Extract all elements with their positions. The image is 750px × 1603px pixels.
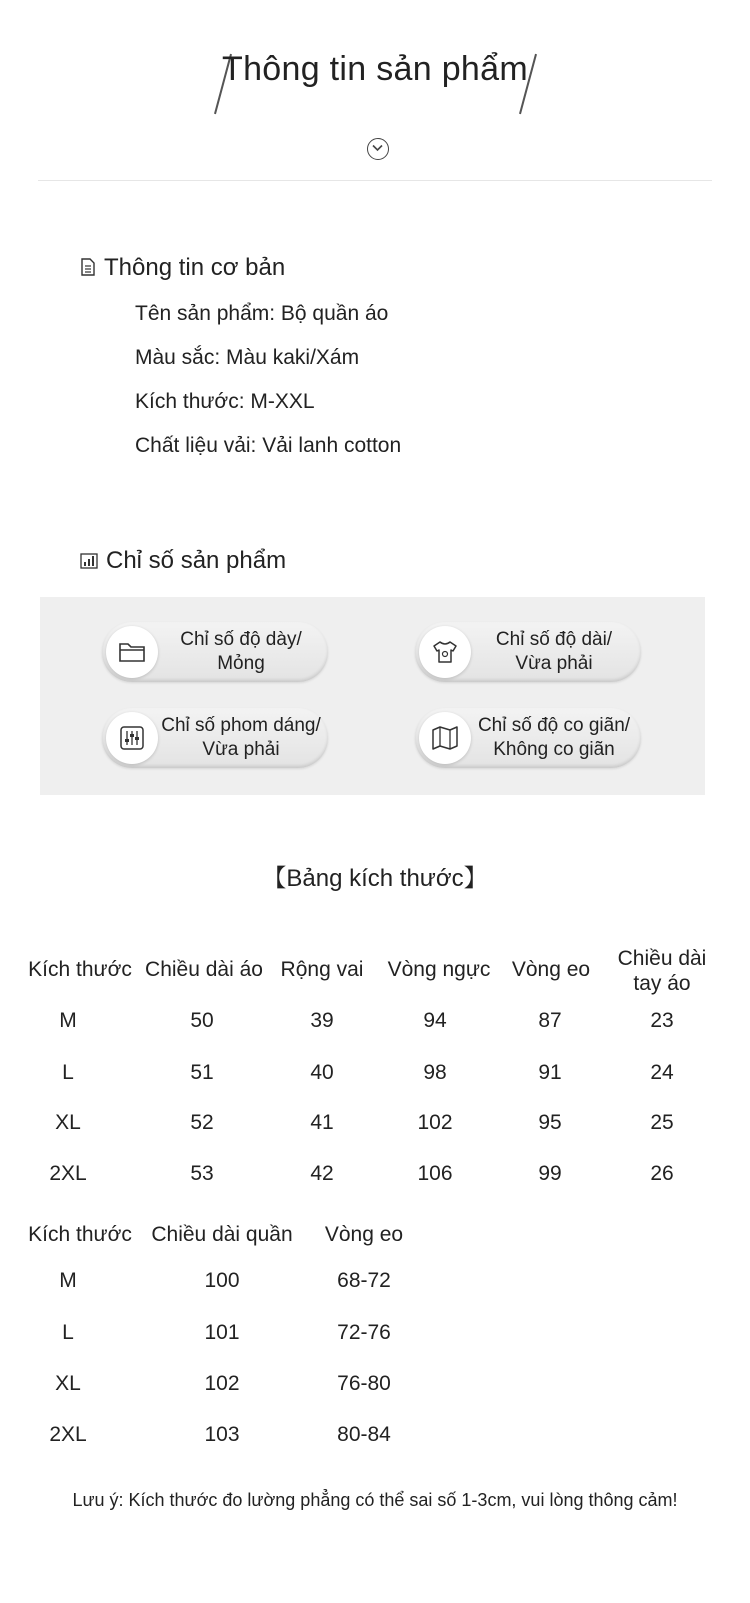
top-header-waist: Vòng eo <box>511 958 591 981</box>
document-icon <box>80 255 96 283</box>
top-cell-waist: 91 <box>538 1061 562 1084</box>
top-cell-shoulder: 40 <box>310 1061 334 1084</box>
top-cell-shoulder: 41 <box>310 1111 334 1134</box>
indicators-heading <box>80 547 286 576</box>
top-header-sleeve-line1: Chiều dài <box>617 947 707 970</box>
top-header-length: Chiều dài áo <box>145 958 263 981</box>
top-cell-shoulder: 39 <box>310 1009 334 1032</box>
folder-icon <box>106 626 158 678</box>
top-header-shoulder: Rộng vai <box>280 958 364 981</box>
top-cell-waist: 99 <box>538 1162 562 1185</box>
indicator-stretch <box>415 708 641 768</box>
top-cell-size: 2XL <box>49 1162 87 1185</box>
top-cell-size: M <box>59 1009 77 1032</box>
indicator-fit <box>102 708 328 768</box>
bar-chart-icon <box>80 548 98 576</box>
top-cell-waist: 87 <box>538 1009 562 1032</box>
pants-cell-length: 102 <box>204 1372 240 1395</box>
top-cell-sleeve: 26 <box>650 1162 674 1185</box>
top-header-chest: Vòng ngực <box>387 958 491 981</box>
indicator-fit-line2: Vừa phải <box>202 739 280 760</box>
indicator-thickness <box>102 622 328 682</box>
info-size: Kích thước: M-XXL <box>135 390 315 413</box>
indicator-stretch-line2: Không co giãn <box>493 739 615 760</box>
top-cell-sleeve: 24 <box>650 1061 674 1084</box>
top-cell-sleeve: 25 <box>650 1111 674 1134</box>
chevron-down-icon <box>367 138 389 160</box>
top-cell-sleeve: 23 <box>650 1009 674 1032</box>
indicator-stretch-line1: Chỉ số độ co giãn/ <box>477 715 631 736</box>
map-icon <box>419 712 471 764</box>
pants-header-length: Chiều dài quần <box>151 1223 293 1246</box>
top-cell-chest: 106 <box>417 1162 453 1185</box>
top-header-sleeve-line2: tay áo <box>633 972 691 995</box>
indicator-length-line2: Vừa phải <box>515 653 593 674</box>
sliders-icon <box>106 712 158 764</box>
pants-cell-waist: 68-72 <box>337 1269 391 1292</box>
top-cell-length: 53 <box>190 1162 214 1185</box>
indicators-heading-label: Chỉ số sản phẩm <box>106 547 287 574</box>
indicator-length <box>415 622 641 682</box>
top-cell-length: 52 <box>190 1111 214 1134</box>
pants-cell-length: 101 <box>204 1321 240 1344</box>
pants-cell-waist: 80-84 <box>337 1423 391 1446</box>
header-divider <box>38 180 712 181</box>
size-chart-title: 【Bảng kích thước】 <box>262 865 488 892</box>
top-cell-size: L <box>62 1061 74 1084</box>
top-cell-chest: 94 <box>423 1009 447 1032</box>
pants-cell-size: XL <box>55 1372 81 1395</box>
pants-cell-waist: 76-80 <box>337 1372 391 1395</box>
pants-cell-size: L <box>62 1321 74 1344</box>
info-material: Chất liệu vải: Vải lanh cotton <box>135 434 402 457</box>
pants-header-waist: Vòng eo <box>324 1223 404 1246</box>
shirt-icon <box>419 626 471 678</box>
top-cell-chest: 98 <box>423 1061 447 1084</box>
pants-cell-length: 100 <box>204 1269 240 1292</box>
top-cell-length: 51 <box>190 1061 214 1084</box>
indicator-thickness-line1: Chỉ số độ dày/ <box>180 629 302 650</box>
indicators-panel <box>40 597 705 795</box>
top-cell-shoulder: 42 <box>310 1162 334 1185</box>
basic-info-heading-label: Thông tin cơ bản <box>104 254 286 281</box>
pants-cell-size: M <box>59 1269 77 1292</box>
top-cell-length: 50 <box>190 1009 214 1032</box>
measurement-note: Lưu ý: Kích thước đo lường phẳng có thể sai số 1-3cm, vui lòng thông cảm! <box>72 1490 678 1510</box>
pants-cell-length: 103 <box>204 1423 240 1446</box>
top-cell-waist: 95 <box>538 1111 562 1134</box>
indicator-length-line1: Chỉ số độ dài/ <box>495 629 613 650</box>
info-product-name: Tên sản phẩm: Bộ quần áo <box>135 302 389 325</box>
basic-info-heading <box>80 254 285 283</box>
pants-cell-waist: 72-76 <box>337 1321 391 1344</box>
top-cell-size: XL <box>55 1111 81 1134</box>
top-cell-chest: 102 <box>417 1111 453 1134</box>
pants-header-size: Kích thước <box>28 1223 132 1246</box>
page-title: Thông tin sản phẩm <box>222 50 528 88</box>
info-color: Màu sắc: Màu kaki/Xám <box>135 346 360 369</box>
indicator-thickness-line2: Mỏng <box>217 653 265 674</box>
top-header-size: Kích thước <box>28 958 132 981</box>
pants-cell-size: 2XL <box>49 1423 87 1446</box>
indicator-fit-line1: Chỉ số phom dáng/ <box>161 715 321 736</box>
